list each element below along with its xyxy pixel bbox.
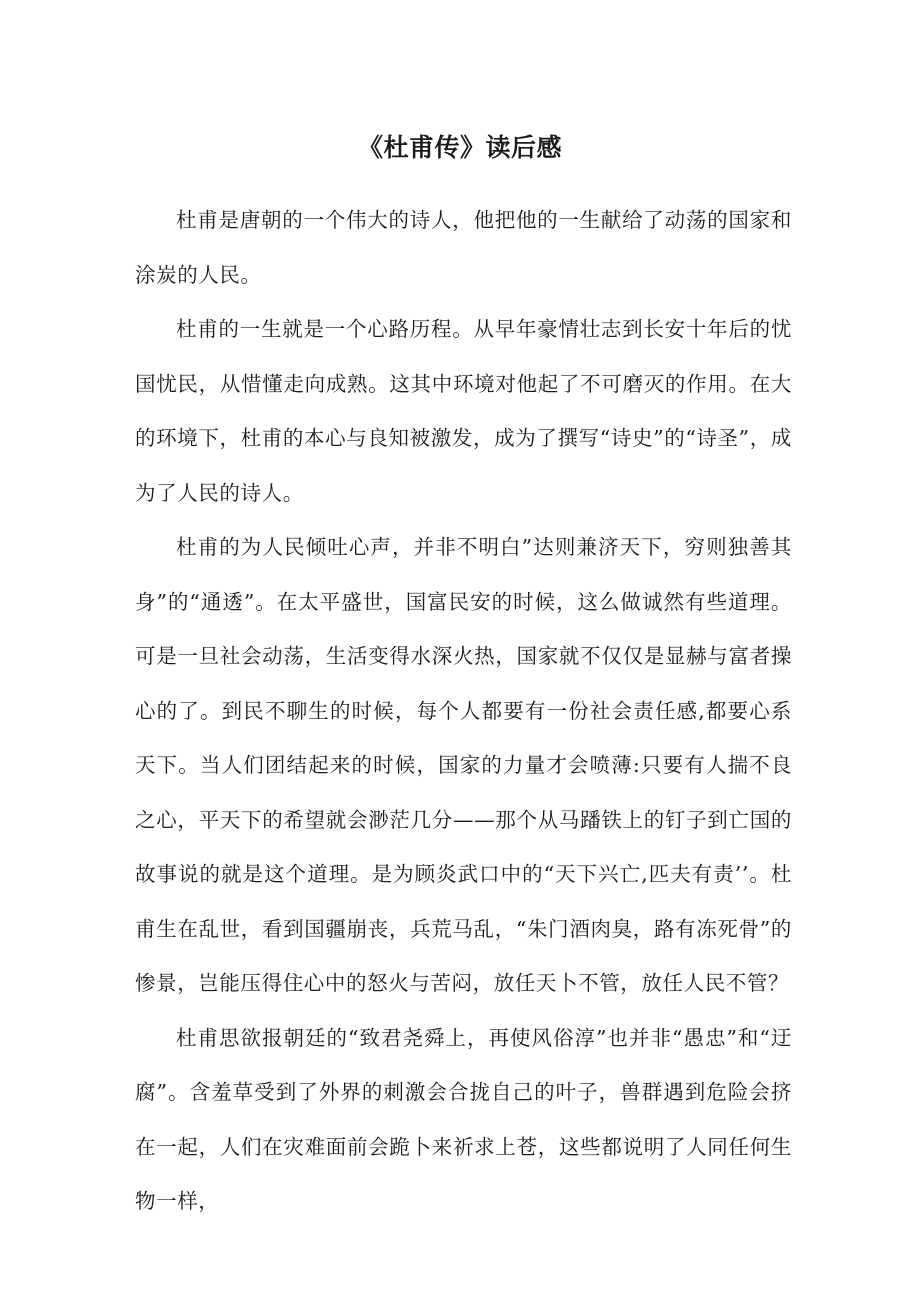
document-body [135, 193, 792, 1229]
paragraph-3: 杜甫的为人民倾吐心声，并非不明白”达则兼济天下，穷则独善其身”的“通透”。在太平盛世，国富民安的时候，这么做诚然有些道理。可是一旦社会动荡，生活变得水深火热，国家就不仅仅是显赫与富者操心的了。到民不聊生的时候，每个人都要有一份社会责任感,都要心系天下。当人们团结起来的时候，国家的力量才会喷薄:只要有人揣不良之心，平天下的希望就会渺茫几分——那个从马蹯铁上的钉子到亡国的故事说的就是这个道理。是为顾炎武口中的“天下兴亡,匹夫有责’’。杜甫生在乱世，看到国疆崩丧，兵荒马乱，“朱门酒肉臭，路有冻死骨”的惨景，岂能压得住心中的怒火与苦闷，放任天卜不管，放任人民不管？ [135, 535, 792, 995]
paragraph-2: 杜甫的一生就是一个心路历程。从早年豪情壮志到长安十年后的忧国忧民，从惜懂走向成熟。这其中环境对他起了不可磨灭的作用。在大的环境下，杜甫的本心与良知被激发，成为了撰写“诗史”的“诗圣”，成为了人民的诗人。 [135, 317, 792, 505]
paragraph-4: 杜甫思欲报朝廷的“致君尧舜上，再使风俗淳”也并非“愚忠”和“迂腐”。含羞草受到了外界的刺激会合拢自己的叶子，兽群遇到危险会挤在一起，人们在灾难面前会跪卜来祈求上苍，这些都说明了人同任何生物一样， [135, 1025, 792, 1213]
document-title: 《杜甫传》读后感 [357, 133, 562, 162]
paragraph-1: 杜甫是唐朝的一个伟大的诗人，他把他的一生献给了动荡的国家和涂炭的人民。 [135, 208, 792, 287]
